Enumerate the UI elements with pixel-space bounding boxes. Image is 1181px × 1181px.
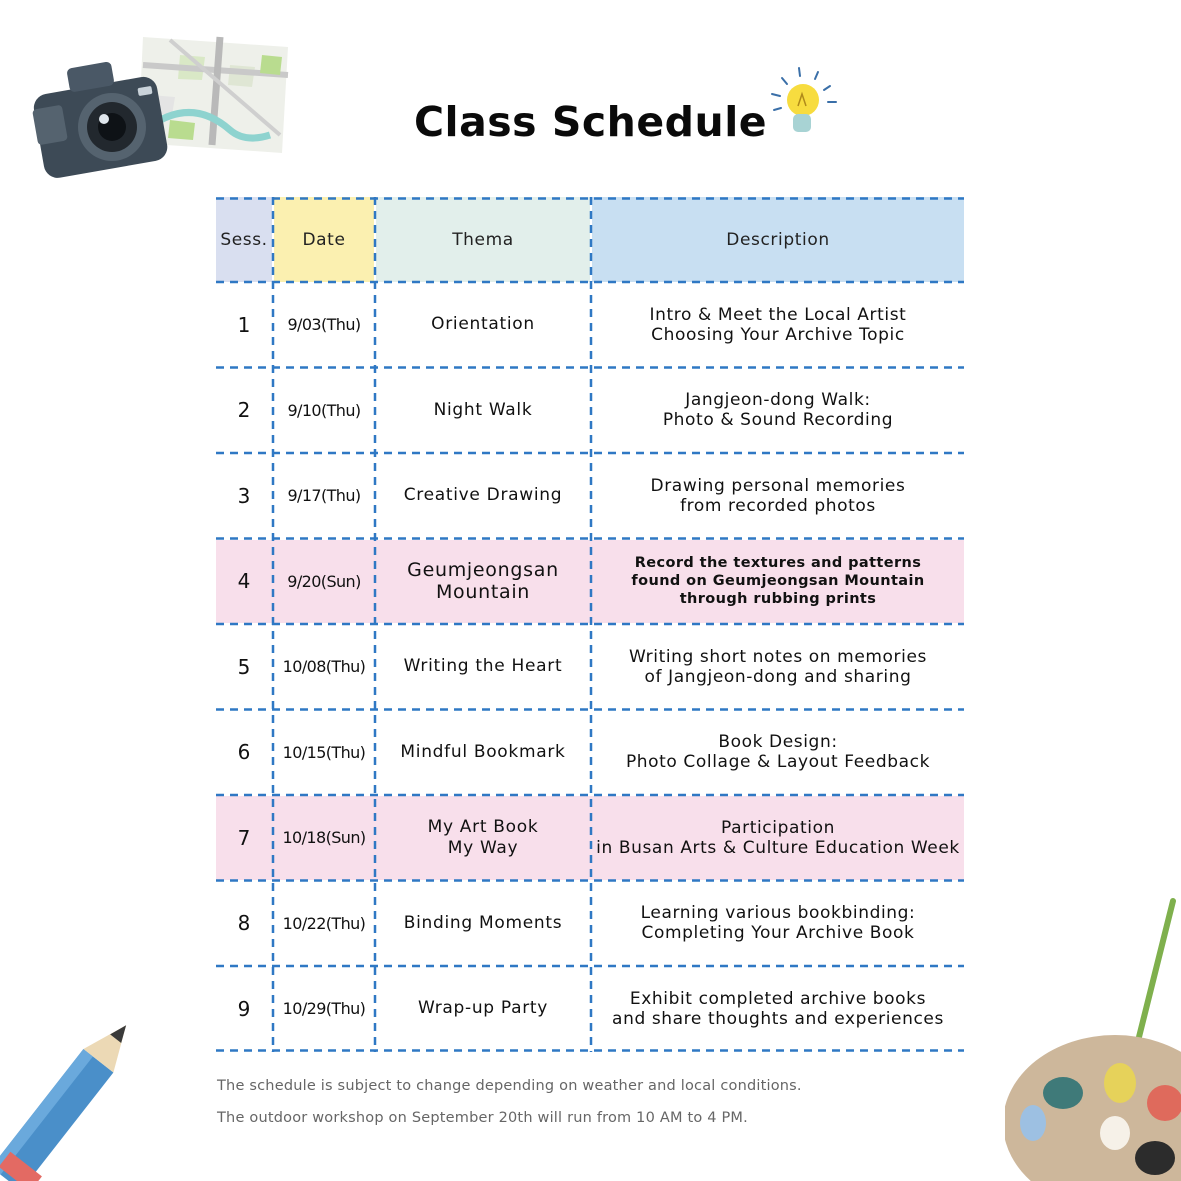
session-number: 6 [237, 740, 251, 765]
session-number: 4 [237, 569, 251, 594]
session-description: Participation in Busan Arts & Culture Education Week [596, 817, 960, 858]
session-date: 10/15(Thu) [282, 742, 366, 762]
session-description: Drawing personal memories from recorded photos [650, 475, 906, 516]
session-date: 9/20(Sun) [287, 571, 361, 591]
theme-header: Thema [452, 229, 514, 250]
description-header: Description [726, 229, 830, 250]
session-date: 9/03(Thu) [287, 315, 361, 335]
session-description: Learning various bookbinding: Completing Your Archive Book [640, 903, 916, 944]
note-outdoor-hours: The outdoor workshop on September 20th will run from 10 AM to 4 PM. [217, 1110, 748, 1126]
session-description: Record the textures and patterns found on Geumjeongsan Mountain through rubbing prints [631, 555, 925, 608]
pencil-icon [0, 1012, 140, 1181]
paint-palette-icon [1005, 893, 1181, 1181]
session-date: 9/17(Thu) [287, 486, 361, 506]
session-theme: Mindful Bookmark [400, 741, 566, 762]
session-date: 10/29(Thu) [282, 999, 366, 1019]
session-description: Book Design: Photo Collage & Layout Feedback [625, 732, 931, 773]
date-header: Date [302, 229, 346, 250]
session-number: 7 [237, 825, 251, 850]
session-number: 3 [237, 483, 251, 508]
session-theme: Geumjeongsan Mountain [407, 559, 559, 604]
note-weather: The schedule is subject to change depending on weather and local conditions. [217, 1078, 802, 1094]
session-theme: Wrap-up Party [417, 998, 549, 1019]
session-description: Writing short notes on memories of Jangjeon-dong and sharing [629, 646, 927, 687]
session-theme: My Art Book My Way [427, 816, 539, 858]
session-description: Exhibit completed archive books and share thoughts and experiences [612, 988, 944, 1029]
session-description: Intro & Meet the Local Artist Choosing Your Archive Topic [649, 304, 907, 345]
session-theme: Night Walk [433, 399, 533, 420]
session-theme: Orientation [431, 314, 535, 335]
session-date: 9/10(Thu) [287, 400, 361, 420]
session-date: 10/08(Thu) [282, 657, 366, 677]
session-theme: Writing the Heart [403, 656, 563, 677]
session-date: 10/18(Sun) [282, 828, 366, 848]
session-theme: Binding Moments [403, 912, 563, 933]
session-date: 10/22(Thu) [282, 913, 366, 933]
session-number: 9 [237, 996, 251, 1021]
session-header: Sess. [220, 229, 268, 250]
schedule-notes [217, 1075, 802, 1139]
session-number: 1 [237, 312, 251, 337]
session-number: 2 [237, 398, 251, 423]
session-number: 5 [237, 654, 251, 679]
page-title: Class Schedule [413, 98, 768, 146]
session-description: Jangjeon-dong Walk: Photo & Sound Recording [662, 390, 894, 431]
session-theme: Creative Drawing [403, 485, 563, 506]
schedule-table [216, 197, 964, 1052]
session-number: 8 [237, 911, 251, 936]
